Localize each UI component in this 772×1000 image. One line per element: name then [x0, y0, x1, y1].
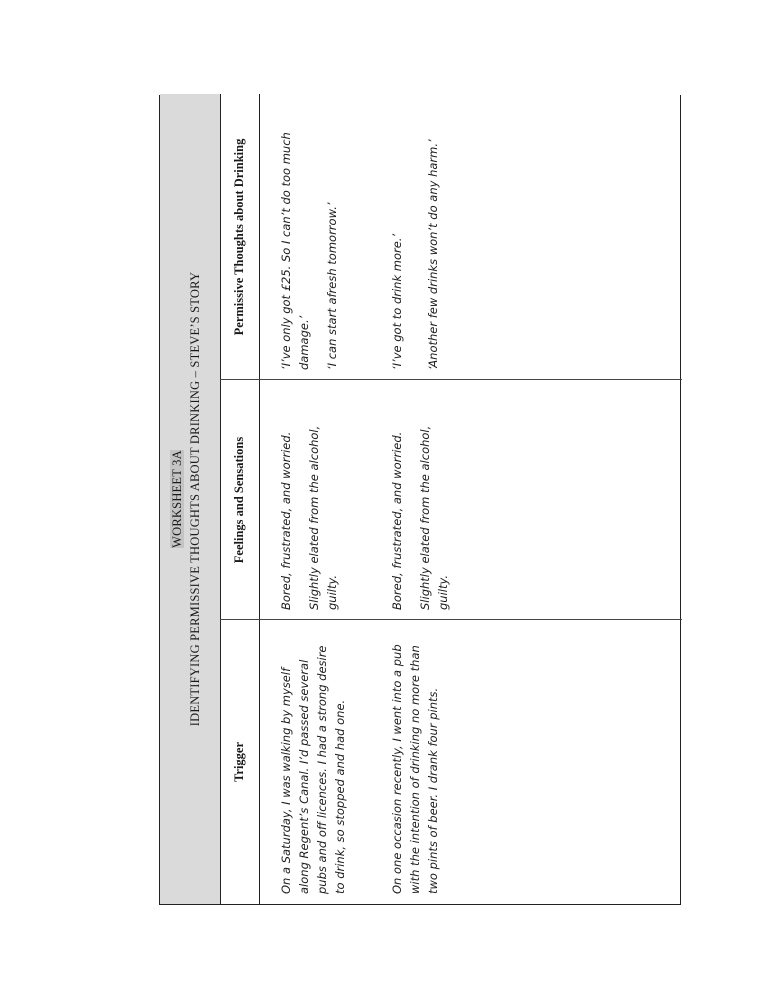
row-2-feelings — [388, 388, 462, 610]
header-trigger: Trigger — [232, 741, 246, 783]
row-2-thoughts — [388, 100, 452, 370]
row-1-feelings-line-2: Slightly elated from the alcohol, guilty. — [307, 425, 339, 610]
worksheet-title-band — [160, 94, 221, 904]
row-1-trigger: On a Saturday, I was walking by myself along Regent’s Canal. I’d passed several pubs and off licences. I had a strong desire to drink, so stopped and had one. — [279, 645, 347, 894]
row-1-thoughts — [277, 100, 351, 370]
worksheet-title: IDENTIFYING PERMISSIVE THOUGHTS ABOUT DRINKING – STEVE’S STORY — [188, 271, 202, 727]
header-feelings: Feelings and Sensations — [232, 436, 246, 564]
header-permissive-thoughts: Permissive Thoughts about Drinking — [232, 138, 246, 336]
column-divider — [220, 619, 682, 620]
row-1-feelings-line-1: Bored, frustrated, and worried. — [279, 431, 293, 610]
row-2-trigger: On one occasion recently, I went into a pub with the intention of drinking no more than two pints of beer. I drank four pints. — [390, 644, 440, 894]
column-divider — [220, 379, 682, 380]
worksheet-number: WORKSHEET 3A — [170, 450, 184, 548]
row-2-feelings-line-2: Slightly elated from the alcohol, guilty. — [418, 425, 450, 610]
row-2-feelings-line-1: Bored, frustrated, and worried. — [390, 431, 404, 610]
row-1-thought-1: ‘I’ve only got £25. So I can’t do too much damage.’ — [279, 132, 311, 370]
header-row — [220, 94, 260, 904]
row-1-thought-2: ‘I can start afresh tomorrow.’ — [325, 202, 339, 370]
row-2-thought-2: ‘Another few drinks won’t do any harm.’ — [426, 139, 440, 370]
row-2-thought-1: ‘I’ve got to drink more.’ — [390, 233, 404, 370]
worksheet-table — [159, 95, 681, 905]
row-1-feelings — [277, 388, 351, 610]
